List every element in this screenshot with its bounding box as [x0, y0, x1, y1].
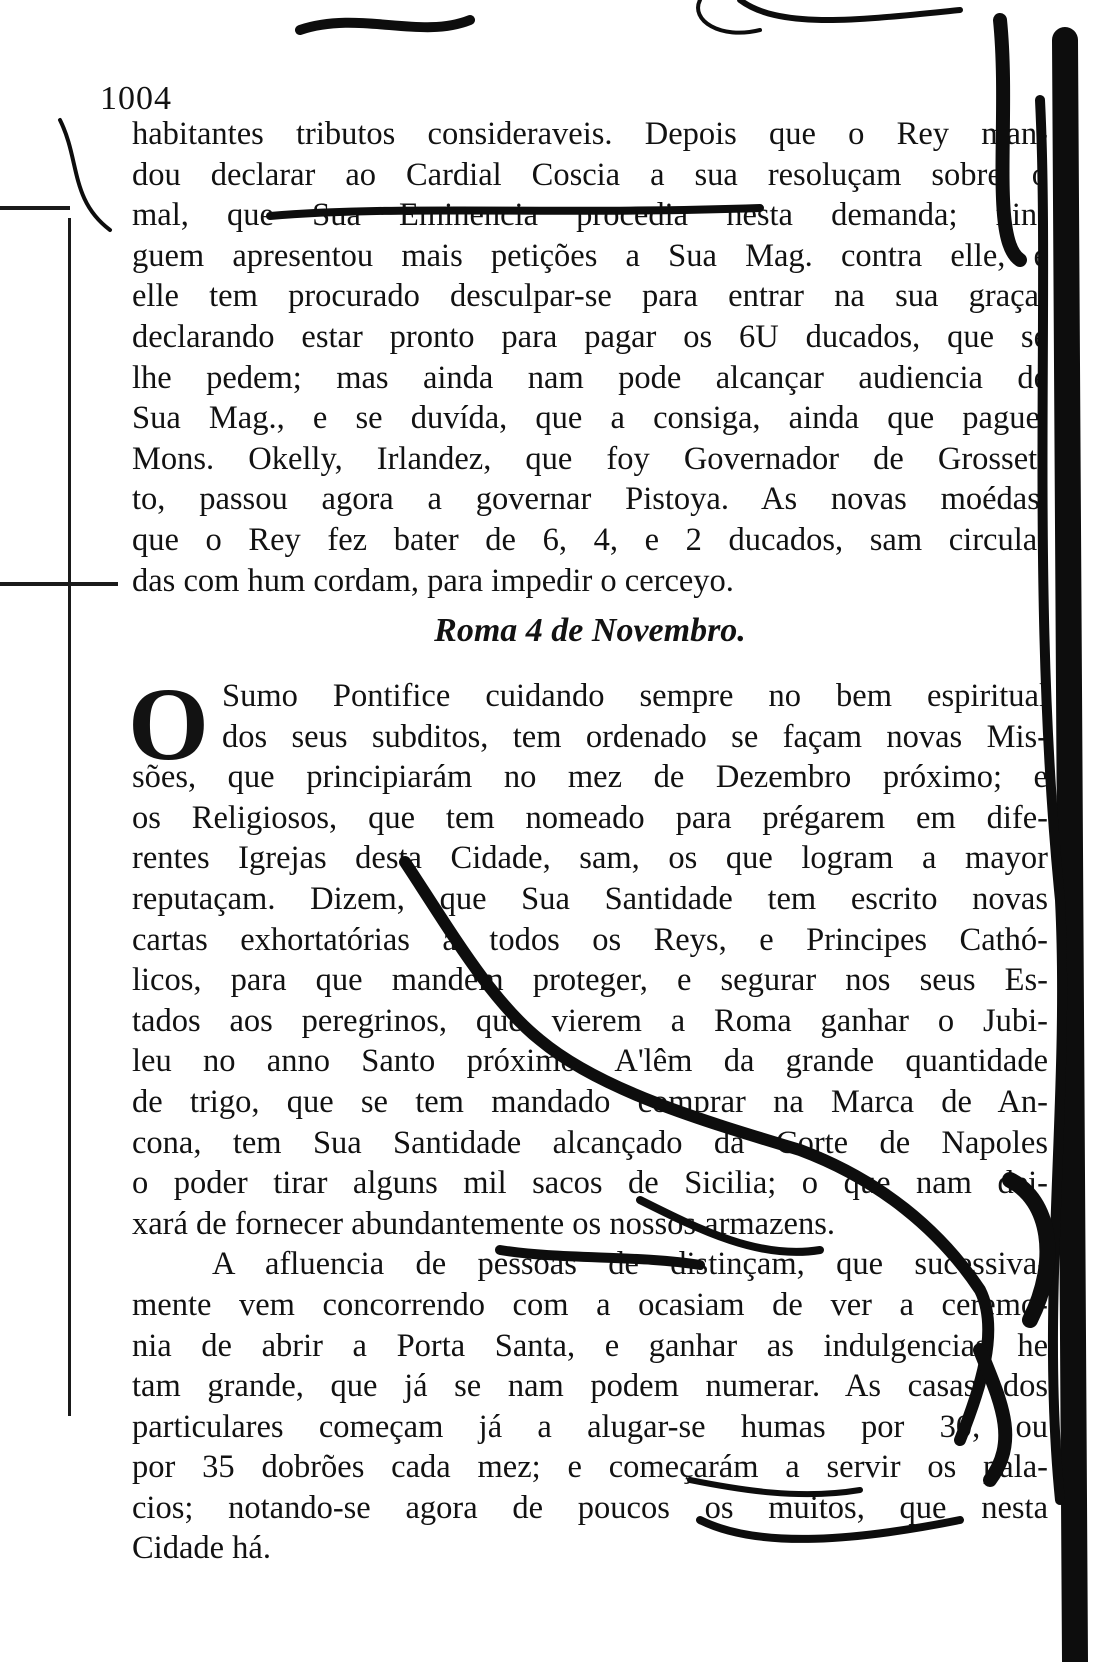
text-line: leu no anno Santo próximo. A'lêm da grande quantidade — [132, 1043, 1048, 1080]
paragraph-2 — [132, 676, 1048, 1569]
text-line: por 35 dobrões cada mez; e começarám a servir os pala- — [132, 1449, 1048, 1486]
text-line: to, passou agora a governar Pistoya. As novas moédas, — [132, 481, 1048, 518]
left-frame-rule — [68, 218, 71, 1416]
text-line: Mons. Okelly, Irlandez, que foy Governador de Grosset- — [132, 440, 1048, 477]
text-line: Sumo Pontifice cuidando sempre no bem espiritual — [222, 678, 1048, 714]
text-line: os Religiosos, que tem nomeado para prégarem em dife- — [132, 799, 1048, 836]
text-line: das com hum cordam, para impedir o cerceyo. — [132, 562, 734, 599]
text-line: reputaçam. Dizem, que Sua Santidade tem escrito novas — [132, 880, 1048, 917]
ink-stroke — [698, 0, 760, 33]
text-line: habitantes tributos consideraveis. Depois que o Rey man- — [132, 116, 1048, 152]
text-line: de trigo, que se tem mandado comprar na Marca de An- — [132, 1083, 1048, 1120]
text-line: tados aos peregrinos, que vierem a Roma ganhar o Jubi- — [132, 1002, 1048, 1039]
text-line: mal, que Sua Eminencia procedia nesta demanda; nin- — [132, 197, 1048, 234]
drop-cap: O — [128, 667, 209, 782]
dateline: Roma 4 de Novembro. — [434, 612, 746, 649]
ink-stroke — [300, 20, 470, 30]
text-line: nia de abrir a Porta Santa, e ganhar as indulgencias he — [132, 1327, 1048, 1364]
text-line: Cidade há. — [132, 1530, 271, 1567]
text-line: rentes Igrejas desta Cidade, sam, os que logram a mayor — [132, 840, 1048, 877]
text-line: sões, que principiarám no mez de Dezembro próximo; e — [132, 759, 1048, 796]
text-line: Sua Mag., e se duvída, que a consiga, ainda que pague. — [132, 400, 1048, 437]
text-line: A afluencia de pessoas de distinçam, que sucessiva- — [212, 1246, 1048, 1283]
text-line: cios; notando-se agora de poucos os muitos, que nesta — [132, 1489, 1048, 1526]
text-line: xará de fornecer abundantemente os nossos armazens. — [132, 1205, 835, 1242]
paragraph-1 — [132, 114, 1048, 601]
text-line: elle tem procurado desculpar-se para entrar na sua graça; — [132, 278, 1048, 315]
text-line: cona, tem Sua Santidade alcançado da Corte de Napoles — [132, 1124, 1048, 1161]
text-line: particulares começam já a alugar-se humas por 30, ou — [132, 1408, 1048, 1445]
text-line: que o Rey fez bater de 6, 4, e 2 ducados, sam circula- — [132, 521, 1048, 558]
text-line: tam grande, que já se nam podem numerar. As casas dos — [132, 1368, 1048, 1405]
frame-tick-middle — [0, 582, 118, 586]
text-line: o poder tirar alguns mil sacos de Sicilia; o que nam dei- — [132, 1165, 1048, 1202]
ink-stroke — [740, 0, 960, 20]
text-line: licos, para que mandem proteger, e segurar nos seus Es- — [132, 962, 1048, 999]
frame-tick-top — [0, 206, 70, 210]
ink-stroke — [60, 120, 110, 230]
text-line: dou declarar ao Cardial Coscia a sua resoluçam sobre o — [132, 156, 1048, 193]
page-number: 1004 — [100, 80, 172, 117]
text-line: mente vem concorrendo com a ocasiam de ver a ceremo- — [132, 1286, 1048, 1323]
text-line: dos seus subditos, tem ordenado se façam novas Mis- — [222, 718, 1048, 755]
text-line: lhe pedem; mas ainda nam pode alcançar audiencia de — [132, 359, 1048, 396]
text-line: declarando estar pronto para pagar os 6U ducados, que se — [132, 318, 1048, 355]
text-line: cartas exhortatórias a todos os Reys, e Principes Cathó- — [132, 921, 1048, 958]
ink-stroke — [1065, 40, 1075, 1662]
text-line: guem apresentou mais petições a Sua Mag. contra elle, e — [132, 237, 1048, 274]
